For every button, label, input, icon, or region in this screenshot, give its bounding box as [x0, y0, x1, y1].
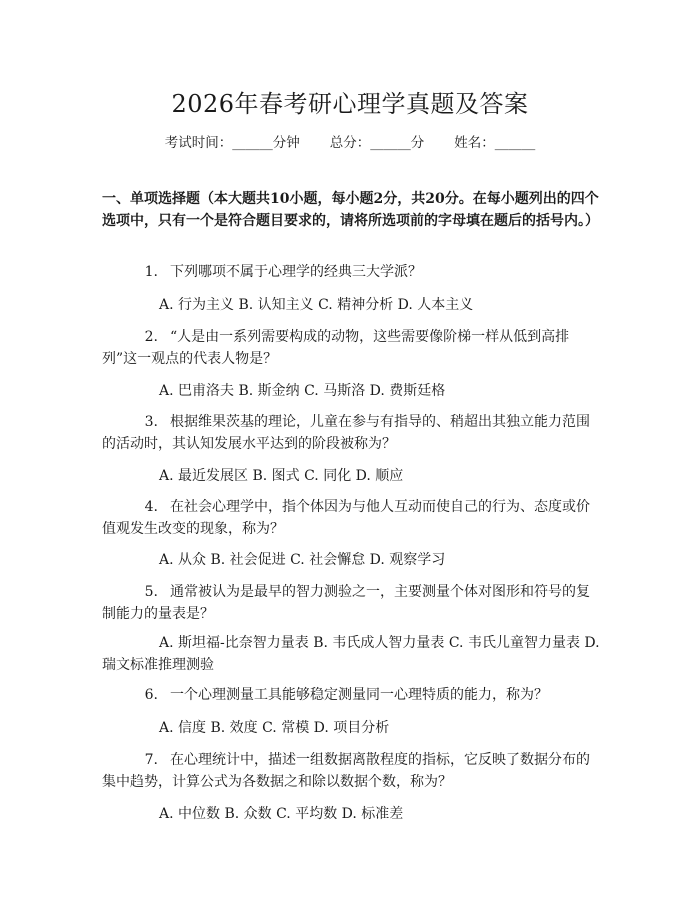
page-title: 2026年春考研心理学真题及答案: [171, 90, 529, 118]
question-text: 通常被认为是最早的智力测验之一，主要测量个体对图形和符号的复制能力的量表是？: [102, 584, 590, 622]
question-number: 4.: [144, 499, 158, 515]
question-2-options: A. 巴甫洛夫 B. 斯金纳 C. 马斯洛 D. 费斯廷格: [159, 383, 446, 399]
question-text: 根据维果茨基的理论，儿童在参与有指导的、稍超出其独立能力范围的活动时，其认知发展水平达到的阶段被称为？: [102, 414, 590, 452]
total-score-field: 总分：______分: [329, 135, 425, 151]
question-number: 6.: [144, 687, 158, 703]
question-text: 一个心理测量工具能够稳定测量同一心理特质的能力，称为？: [170, 687, 548, 703]
question-4-options: A. 从众 B. 社会促进 C. 社会懈怠 D. 观察学习: [159, 552, 446, 568]
exam-meta: [0, 131, 700, 151]
question-number: 1.: [144, 264, 158, 280]
question-5: [102, 582, 602, 625]
question-6: [102, 685, 602, 707]
question-text: 下列哪项不属于心理学的经典三大学派？: [170, 264, 422, 280]
question-number: 2.: [144, 329, 158, 345]
question-1: [102, 262, 602, 284]
section-heading: 一、单项选择题（本大题共10小题，每小题2分，共20分。在每小题列出的四个选项中，只有一个是符合题目要求的，请将所选项前的字母填在题后的括号内。）: [102, 191, 599, 229]
question-3: [102, 412, 602, 455]
name-field: 姓名：______: [454, 135, 536, 151]
question-2: [102, 327, 602, 370]
question-1-options: A. 行为主义 B. 认知主义 C. 精神分析 D. 人本主义: [159, 297, 474, 313]
question-number: 3.: [144, 414, 158, 430]
question-text: 在心理统计中，描述一组数据离散程度的指标，它反映了数据分布的集中趋势，计算公式为各数据之和除以数据个数，称为？: [102, 752, 590, 790]
question-7-options: A. 中位数 B. 众数 C. 平均数 D. 标准差: [159, 806, 404, 822]
question-text: 在社会心理学中，指个体因为与他人互动而使自己的行为、态度或价值观发生改变的现象，称为？: [102, 499, 590, 537]
question-4: [102, 497, 602, 540]
question-5-options: A. 斯坦福-比奈智力量表 B. 韦氏成人智力量表 C. 韦氏儿童智力量表 D. 瑞文标准推理测验: [102, 635, 600, 673]
exam-time-field: 考试时间：______分钟: [164, 135, 300, 151]
question-text: “人是由一系列需要构成的动物，这些需要像阶梯一样从低到高排列”这一观点的代表人物是？: [102, 329, 570, 367]
question-number: 7.: [144, 752, 158, 768]
question-number: 5.: [144, 584, 158, 600]
question-3-options: A. 最近发展区 B. 图式 C. 同化 D. 顺应: [159, 468, 404, 484]
question-6-options: A. 信度 B. 效度 C. 常模 D. 项目分析: [159, 720, 390, 736]
question-7: [102, 750, 602, 793]
